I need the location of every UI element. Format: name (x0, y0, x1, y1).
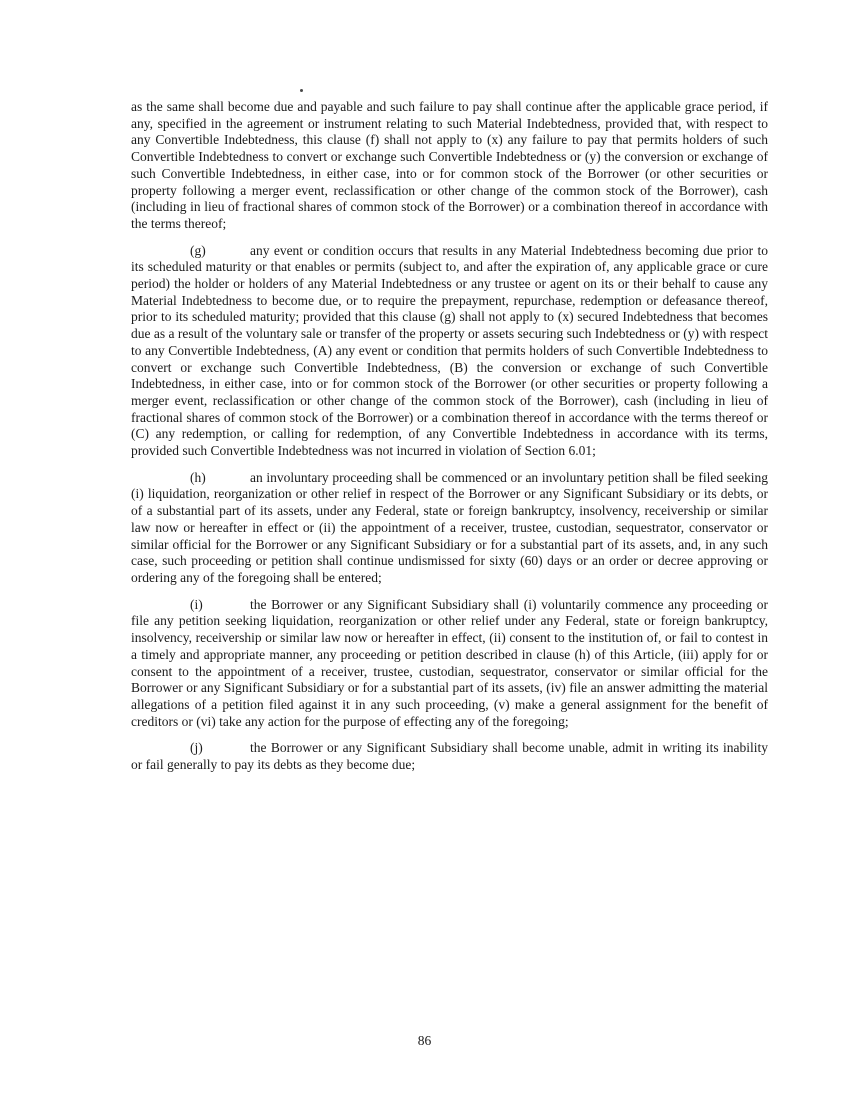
document-body (131, 99, 768, 784)
page-number: 86 (417, 1033, 432, 1048)
clause-label: (h) (190, 469, 206, 485)
clause-text: the Borrower or any Significant Subsidiary shall become unable, admit in writing its inability or fail generally to pay its debts as they become due; (131, 740, 768, 773)
clause-label: (j) (190, 740, 203, 756)
clause-f-continuation (131, 99, 768, 233)
clause-j (131, 740, 768, 773)
clause-text: the Borrower or any Significant Subsidiary shall (i) voluntarily commence any proceeding or file any petition seeking liquidation, reorganization or other relief under any Federal, state or foreign bankruptcy, insolvency, receivership or similar law now or hereafter in effect, (ii) consent to the institution of, or fail to contest in a timely and appropriate manner, any proceeding or petition described in clause (h) of this Article, (iii) apply for or consent to the appointment of a receiver, trustee, custodian, sequestrator, conservator or similar official for the Borrower or any Significant Subsidiary or for a substantial part of its assets, (iv) file an answer admitting the material allegations of a petition filed against it in any such proceeding, (v) make a general assignment for the benefit of creditors or (vi) take any action for the purpose of effecting any of the foregoing; (131, 596, 768, 729)
clause-text: any event or condition occurs that results in any Material Indebtedness becoming due prior to its scheduled maturity or that enables or permits (subject to, and after the expiration of, any applicable grace or cure period) the holder or holders of any Material Indebtedness or any trustee or agent on its or their behalf to cause any Material Indebtedness to become due, or to require the prepayment, repurchase, redemption or defeasance thereof, prior to its scheduled maturity; provided that this clause (g) shall not apply to (x) secured Indebtedness that becomes due as a result of the voluntary sale or transfer of the property or assets securing such Indebtedness or (y) with respect to any Convertible Indebtedness, (A) any event or condition that permits holders of such Convertible Indebtedness to convert or exchange such Convertible Indebtedness, (B) the conversion or exchange of such Convertible Indebtedness, in either case, into or for common stock of the Borrower (or other securities or property following a merger event, reclassification or other change of the common stock of the Borrower), cash (including in lieu of fractional shares of common stock of the Borrower) or a combination thereof in accordance with the terms thereof or (C) any redemption, or calling for redemption, of any Convertible Indebtedness in accordance with its terms, provided such Convertible Indebtedness was not incurred in violation of Section 6.01; (131, 242, 768, 459)
clause-g (131, 243, 768, 460)
clause-h (131, 470, 768, 587)
clause-text: an involuntary proceeding shall be commenced or an involuntary petition shall be filed seeking (i) liquidation, reorganization or other relief in respect of the Borrower or any Significant Subsidiary or its debts, or of a substantial part of its assets, under any Federal, state or foreign bankruptcy, insolvency, receivership or similar law now or hereafter in effect or (ii) the appointment of a receiver, trustee, custodian, sequestrator, conservator or similar official for the Borrower or any Significant Subsidiary or for a substantial part of its assets, and, in any such case, such proceeding or petition shall continue undismissed for sixty (60) days or an order or decree approving or ordering any of the foregoing shall be entered; (131, 469, 768, 585)
scan-artifact-dot (300, 89, 303, 92)
clause-label: (g) (190, 242, 206, 258)
clause-i (131, 597, 768, 731)
clause-text: as the same shall become due and payable and such failure to pay shall continue after the applicable grace period, if any, specified in the agreement or instrument relating to such Material Indebtedness, provided that, with respect to any Convertible Indebtedness, this clause (f) shall not apply to (x) any failure to pay that permits holders of such Convertible Indebtedness to convert or exchange such Convertible Indebtedness or (y) the conversion or exchange of such Convertible Indebtedness, in either case, into or for common stock of the Borrower (or other securities or property following a merger event, reclassification or other change of the common stock of the Borrower), cash (including in lieu of fractional shares of common stock of the Borrower) or a combination thereof in accordance with the terms thereof; (131, 99, 768, 231)
clause-label: (i) (190, 596, 203, 612)
